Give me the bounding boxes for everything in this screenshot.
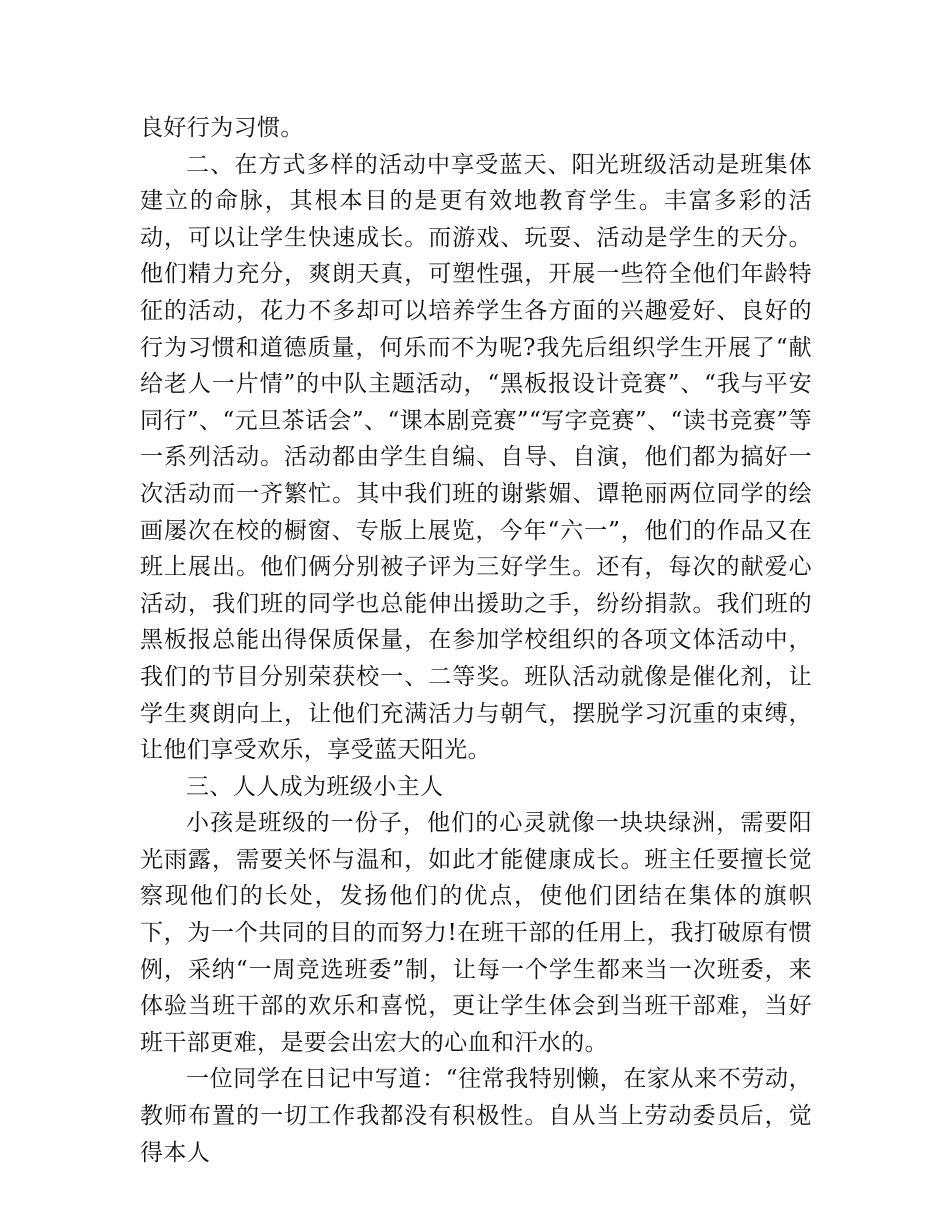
paragraph-class-owner: 小孩是班级的一份子，他们的心灵就像一块块绿洲，需要阳光雨露，需要关怀与温和，如此才能健康成长。班主任要擅长觉察现他们的长处，发扬他们的优点，使他们团结在集体的旗帜下，为一个共同的目的而努力!在班干部的任用上，我打破原有惯例，采纳“一周竞选班委”制，让每一个学生都来当一次班委，来体验当班干部的欢乐和喜悦，更让学生体会到当班干部难，当好班干部更难，是要会出宏大的心血和汗水的。 [140,810,812,1056]
paragraph-continuation: 良好行为习惯。 [140,115,304,141]
paragraph-section-two: 二、在方式多样的活动中享受蓝天、阳光班级活动是班集体建立的命脉，其根本目的是更有效地教育学生。丰富多彩的活动，可以让学生快速成长。而游戏、玩耍、活动是学生的天分。他们精力充分，爽朗天真，可塑性强，开展一些符全他们年龄特征的活动，花力不多却可以培养学生各方面的兴趣爱好、良好的行为习惯和道德质量，何乐而不为呢?我先后组织学生开展了“献给老人一片情”的中队主题活动，“黑板报设计竞赛”、“我与平安同行”、“元旦茶话会”、“课本剧竞赛”“写字竞赛”、“读书竞赛”等一系列活动。活动都由学生自编、自导、自演，他们都为搞好一次活动而一齐繁忙。其中我们班的谢紫媚、谭艳丽两位同学的绘画屡次在校的橱窗、专版上展览，今年“六一”，他们的作品又在班上展出。他们俩分别被子评为三好学生。还有，每次的献爱心活动，我们班的同学也总能伸出援助之手，纷纷捐款。我们班的黑板报总能出得保质保量，在参加学校组织的各项文体活动中，我们的节目分别荣获校一、二等奖。班队活动就像是催化剂，让学生爽朗向上，让他们充满活力与朝气，摆脱学习沉重的束缚，让他们享受欢乐，享受蓝天阳光。 [140,151,812,764]
heading-section-three: 三、人人成为班级小主人 [186,773,444,800]
paragraph-diary-quote: 一位同学在日记中写道：“往常我特别懒，在家从来不劳动，教师布置的一切工作我都没有积极性。自从当上劳动委员后，觉得本人 [140,1066,812,1166]
document-body [140,110,812,1171]
